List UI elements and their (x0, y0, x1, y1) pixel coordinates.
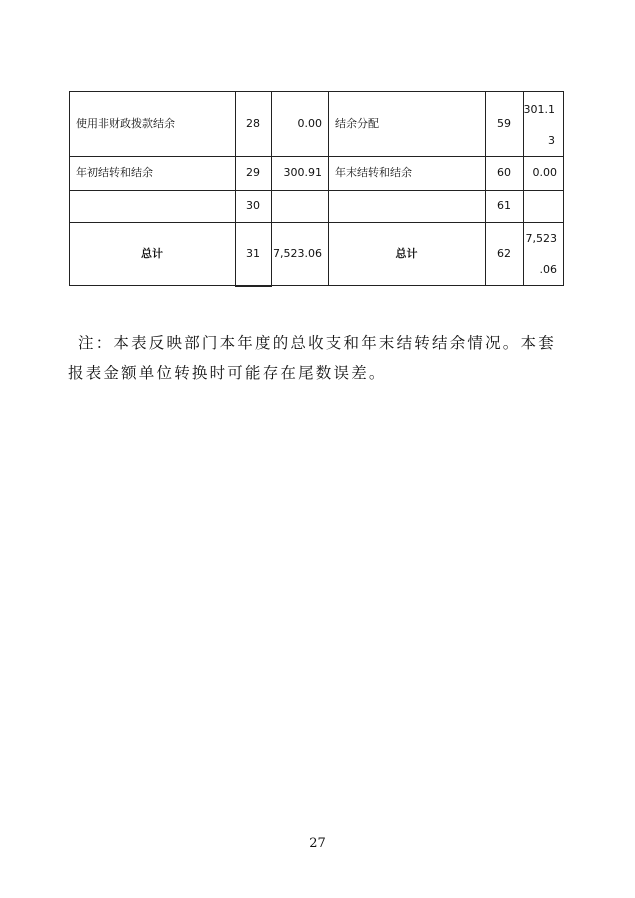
row3-left-no: 30 (246, 199, 260, 212)
row1-left-no: 28 (246, 116, 260, 130)
total-right-value-line1: 7,523 (525, 232, 557, 245)
row3-right-value (523, 190, 563, 222)
row2-left-label: 年初结转和结余 (76, 166, 153, 179)
row3-left-label (69, 190, 235, 222)
row3-right-label (328, 190, 485, 222)
row2-right-value: 0.00 (532, 166, 557, 179)
final-accounts-table (69, 91, 564, 286)
row2-right-label: 年末结转和结余 (335, 166, 412, 179)
total-left-value: 7,523.06 (273, 246, 322, 260)
total-right-value-line2: .06 (539, 263, 557, 276)
row1-left-value: 0.00 (297, 116, 322, 130)
row2-right-no: 60 (497, 166, 511, 179)
total-right-no: 62 (497, 246, 511, 260)
row1-right-value-line2: 3 (548, 134, 555, 147)
total-right-label: 总计 (395, 246, 418, 260)
row1-right-label: 结余分配 (335, 116, 379, 130)
row1-right-value-line1: 301.1 (523, 103, 555, 116)
row3-left-value (271, 190, 328, 222)
row2-left-value: 300.91 (283, 166, 322, 179)
row1-left-label: 使用非财政拨款结余 (76, 116, 175, 130)
row2-left-no: 29 (246, 166, 260, 179)
table-note-line1: 注：本表反映部门本年度的总收支和年末结转结余情况。本套 (78, 334, 556, 352)
row3-right-no: 61 (497, 199, 511, 212)
total-left-label: 总计 (141, 246, 163, 260)
table-note-line2: 报表金额单位转换时可能存在尾数误差。 (68, 364, 387, 382)
page-number: 27 (309, 836, 326, 851)
row1-right-no: 59 (497, 116, 511, 130)
total-left-no: 31 (246, 246, 260, 260)
table-note (68, 328, 568, 382)
